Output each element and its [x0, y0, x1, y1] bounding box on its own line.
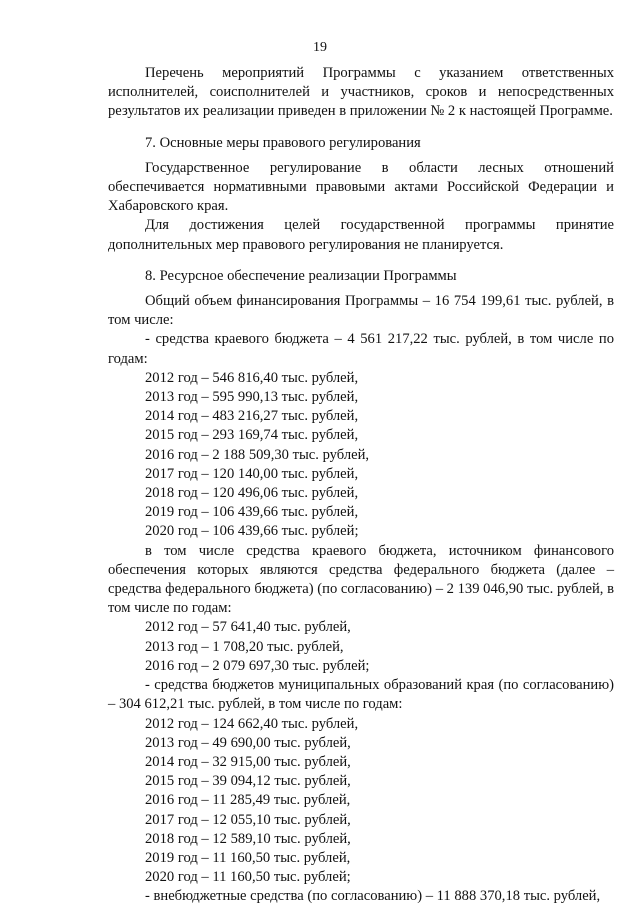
paragraph-extrabudgetary: - внебюджетные средства (по согласованию) – 11 888 370,18 тыс. рублей,	[145, 888, 601, 905]
list-item: 2012 год – 124 662,40 тыс. рублей,	[145, 715, 359, 732]
paragraph-no-additional-measures: Для достижения целей государственной программы принятие дополнительных мер правового регулирования не планируется.	[108, 217, 614, 253]
list-item: 2017 год – 120 140,00 тыс. рублей,	[145, 465, 359, 482]
list-item: 2013 год – 49 690,00 тыс. рублей,	[145, 734, 351, 751]
list-item: 2015 год – 39 094,12 тыс. рублей,	[145, 773, 351, 790]
list-item: 2020 год – 11 160,50 тыс. рублей;	[145, 869, 351, 886]
list-item: 2015 год – 293 169,74 тыс. рублей,	[145, 427, 359, 444]
list-item: 2012 год – 57 641,40 тыс. рублей,	[145, 619, 351, 636]
list-item: 2012 год – 546 816,40 тыс. рублей,	[145, 369, 359, 386]
list-item: 2016 год – 2 079 697,30 тыс. рублей;	[145, 657, 370, 674]
page-number: 19	[313, 40, 327, 55]
list-item: 2019 год – 11 160,50 тыс. рублей,	[145, 849, 351, 866]
paragraph-total-funding: Общий объем финансирования Программы – 16 754 199,61 тыс. рублей, в том числе:	[108, 293, 614, 329]
list-item: 2018 год – 12 589,10 тыс. рублей,	[145, 830, 351, 847]
paragraph-measures-list: Перечень мероприятий Программы с указанием ответственных исполнителей, соисполнителей и участников, сроков и непосредственных результатов их реализации приведен в приложении № 2 к настоящей Программе.	[108, 65, 614, 120]
document-body	[108, 64, 614, 907]
list-item: 2014 год – 32 915,00 тыс. рублей,	[145, 753, 351, 770]
list-item: 2020 год – 106 439,66 тыс. рублей;	[145, 523, 359, 540]
list-item: 2018 год – 120 496,06 тыс. рублей,	[145, 485, 359, 502]
section-heading-8: 8. Ресурсное обеспечение реализации Программы	[145, 267, 457, 284]
section-heading-7: 7. Основные меры правового регулирования	[145, 134, 421, 151]
list-item: 2014 год – 483 216,27 тыс. рублей,	[145, 408, 359, 425]
paragraph-municipal-budgets: - средства бюджетов муниципальных образований края (по согласованию) – 304 612,21 тыс. рублей, в том числе по годам:	[108, 677, 614, 713]
list-item: 2016 год – 2 188 509,30 тыс. рублей,	[145, 446, 370, 463]
paragraph-regional-budget: - средства краевого бюджета – 4 561 217,22 тыс. рублей, в том числе по годам:	[108, 331, 614, 367]
list-item: 2013 год – 1 708,20 тыс. рублей,	[145, 638, 344, 655]
paragraph-federal-budget: в том числе средства краевого бюджета, источником финансового обеспечения которых являются средства федерального бюджета (далее – средства федерального бюджета) (по согласованию) – 2 139 046,90 тыс. рублей, в том числе по годам:	[108, 542, 614, 617]
list-item: 2016 год – 11 285,49 тыс. рублей,	[145, 792, 351, 809]
regional-years-list	[108, 369, 614, 542]
list-item: 2019 год – 106 439,66 тыс. рублей,	[145, 504, 359, 521]
federal-years-list	[108, 618, 614, 676]
list-item: 2013 год – 595 990,13 тыс. рублей,	[145, 389, 359, 406]
paragraph-state-regulation: Государственное регулирование в области лесных отношений обеспечивается нормативными правовыми актами Российской Федерации и Хабаровского края.	[108, 159, 614, 215]
municipal-years-list	[108, 715, 614, 888]
list-item: 2017 год – 12 055,10 тыс. рублей,	[145, 811, 351, 828]
